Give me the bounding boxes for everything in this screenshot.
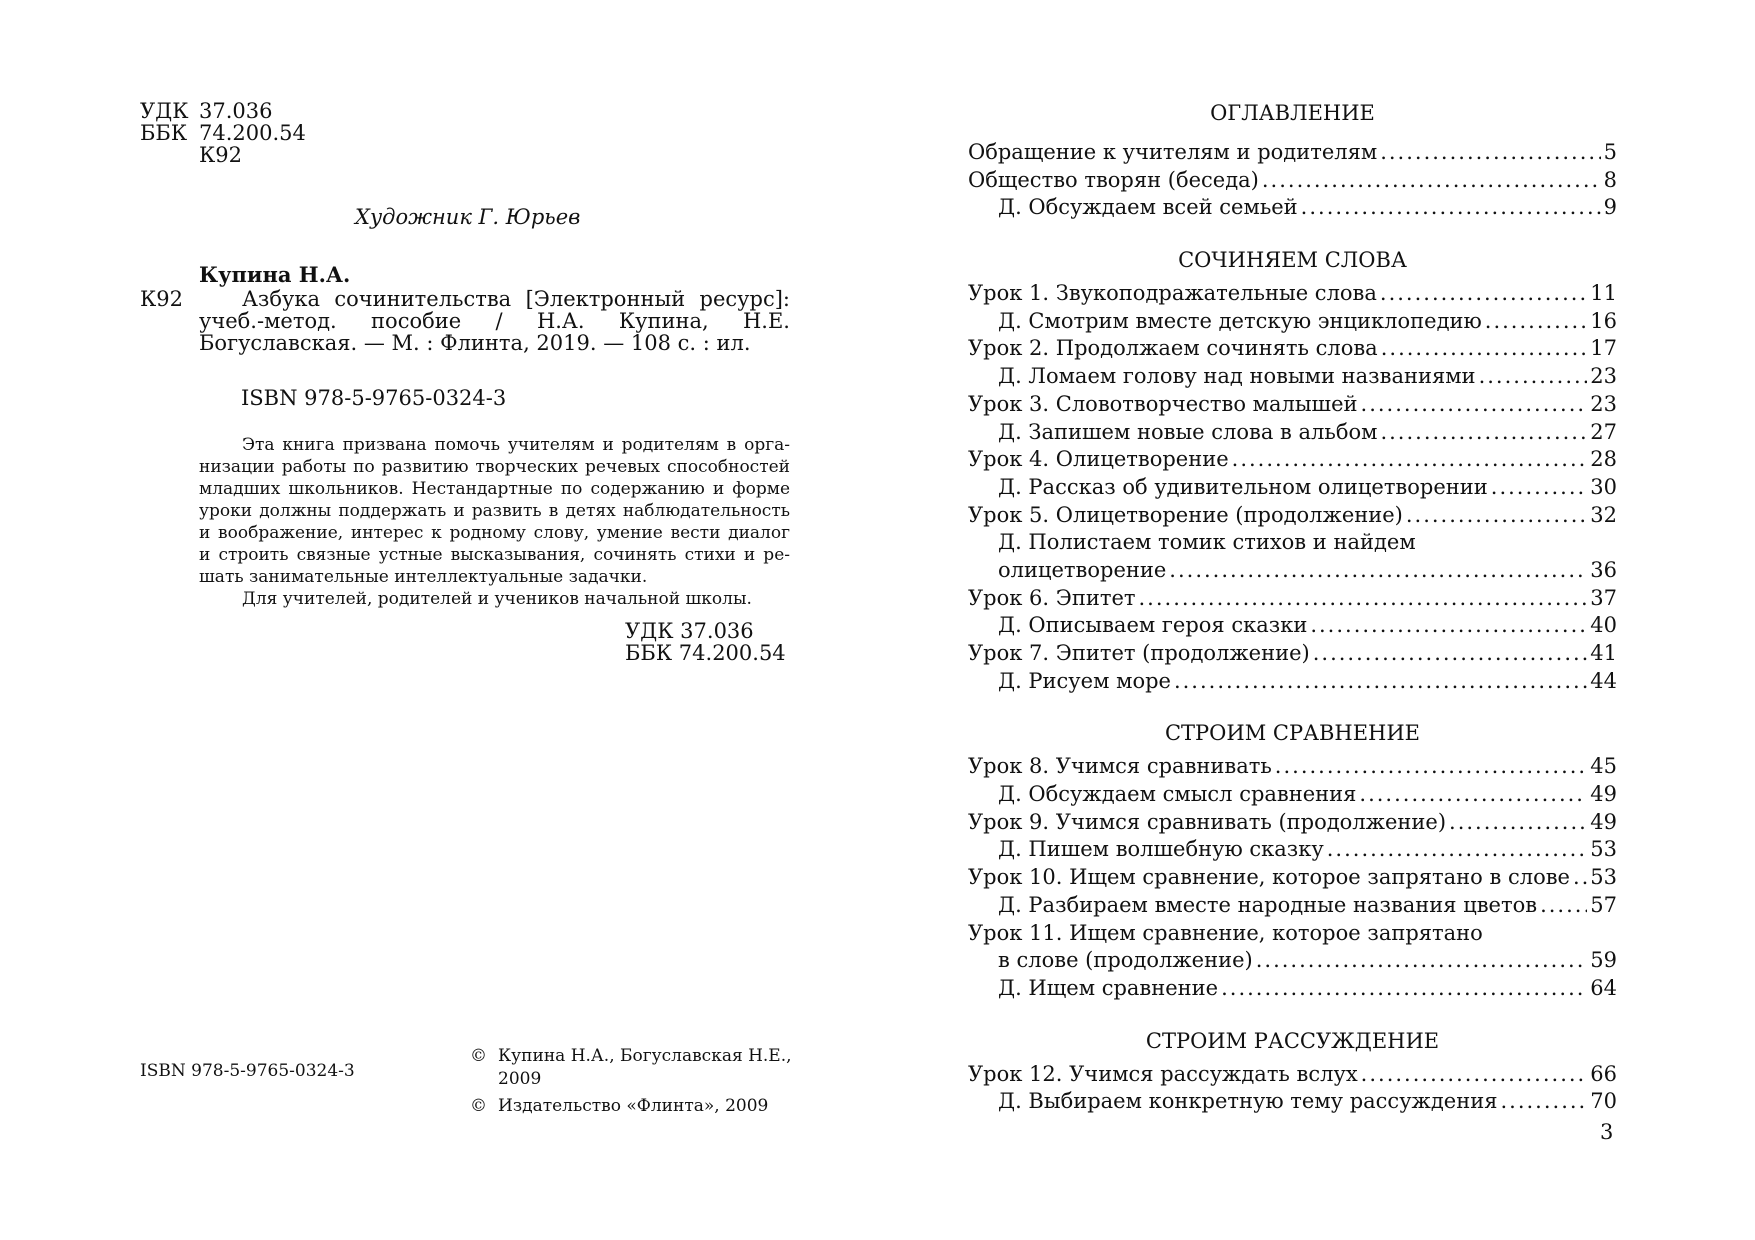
udk-bottom: УДК 37.036 [625, 619, 754, 643]
toc-entry-title: Урок 6. Эпитет [968, 585, 1136, 610]
bib-line-3: Богуславская. — М. : Флинта, 2019. — 108 с. : ил. [199, 331, 751, 355]
toc-entry-page: 57 [1590, 892, 1617, 917]
toc-entry-page: 70 [1590, 1089, 1617, 1114]
section-title-reasoning: СТРОИМ РАССУЖДЕНИЕ [1145, 1028, 1440, 1053]
toc-entry-page: 49 [1590, 809, 1617, 834]
toc-entry-wrap-title: Д. Полистаем томик стихов и найдем [998, 530, 1416, 555]
section-entries [968, 585, 1617, 696]
toc-entry-title: Урок 1. Звукоподражательные слова [968, 281, 1377, 306]
page-number: 3 [1600, 1120, 1614, 1144]
toc-entry-wrap-title: Урок 11. Ищем сравнение, которое запрятано [968, 920, 1483, 945]
toc-entry-title: Д. Пишем волшебную сказку [998, 837, 1324, 862]
toc-entry-title: Урок 10. Ищем сравнение, которое запрятано в слове [968, 865, 1570, 890]
table-of-contents [968, 93, 1617, 1116]
toc-entry-title: Урок 12. Учимся рассуждать вслух [968, 1061, 1358, 1086]
toc-entry[interactable] [968, 419, 1617, 447]
artist-credit: Художник Г. Юрьев [355, 205, 581, 229]
toc-entry[interactable] [968, 1061, 1617, 1089]
toc-entry[interactable] [968, 363, 1617, 391]
toc-entry[interactable] [968, 308, 1617, 336]
toc-entry-page: 36 [1590, 557, 1617, 582]
side-mark: К92 [140, 287, 183, 311]
toc-entry[interactable] [968, 502, 1617, 530]
annotation-line-1: Эта книга призвана помочь учителям и родителям в орга- [242, 435, 790, 455]
section-entries [968, 1061, 1617, 1116]
toc-entry-title: Д. Рисуем море [998, 668, 1171, 693]
author-mark: К92 [199, 143, 242, 167]
toc-entry-page: 53 [1590, 837, 1617, 862]
section-title-words: СОЧИНЯЕМ СЛОВА [1178, 248, 1407, 273]
bbk-value: 74.200.54 [199, 121, 306, 145]
toc-entry-page: 11 [1590, 281, 1617, 306]
toc-entry-page: 40 [1590, 613, 1617, 638]
toc-entry-page: 37 [1590, 585, 1617, 610]
toc-entry-title: Д. Обсуждаем смысл сравнения [998, 782, 1357, 807]
toc-entry-title: Д. Запишем новые слова в альбом [998, 419, 1378, 444]
copyright-block [470, 1045, 792, 1118]
toc-entry[interactable] [968, 474, 1617, 502]
copyright-authors: Купина Н.А., Богуславская Н.Е., [498, 1046, 792, 1066]
toc-entry-page: 32 [1590, 502, 1617, 527]
toc-entry-title: Обращение к учителям и родителям [968, 140, 1378, 164]
bbk-bottom: ББК 74.200.54 [625, 641, 786, 665]
copyright-symbol: © [470, 1096, 487, 1116]
toc-entry-page: 28 [1590, 447, 1617, 472]
bbk-label: ББК [140, 121, 188, 145]
annotation-line-7: шать занимательные интеллектуальные задачки. [199, 567, 648, 587]
toc-entry-title: Д. Ломаем голову над новыми названиями [998, 364, 1476, 389]
section-entries [968, 753, 1617, 919]
toc-entry-page: 41 [1590, 641, 1617, 665]
toc-entry-page: 23 [1590, 391, 1617, 416]
toc-entry-title: Д. Обсуждаем всей семьей [998, 195, 1298, 220]
author-name: Купина Н.А. [199, 262, 351, 287]
bottom-codes [625, 620, 786, 664]
toc-entry[interactable] [968, 335, 1617, 363]
toc-entry-title: Урок 2. Продолжаем сочинять слова [968, 336, 1378, 361]
toc-entry-page: 59 [1590, 948, 1617, 973]
toc-entry-page: 8 [1603, 167, 1617, 192]
toc-entry-title: Д. Смотрим вместе детскую энциклопедию [998, 308, 1482, 333]
audience-line: Для учителей, родителей и учеников начальной школы. [242, 589, 752, 609]
toc-title: ОГЛАВЛЕНИЕ [1210, 101, 1375, 125]
toc-entry-page: 16 [1590, 308, 1617, 333]
annotation-line-3: младших школьников. Нестандартные по содержанию и форме [199, 479, 790, 499]
toc-entry[interactable] [968, 391, 1617, 419]
toc-entry-page: 45 [1590, 754, 1617, 779]
toc-entry[interactable] [968, 975, 1617, 1003]
toc-entry-title: Урок 4. Олицетворение [968, 447, 1229, 472]
toc-entry-title: Урок 5. Олицетворение (продолжение) [968, 502, 1403, 527]
bib-line-2: учеб.-метод. пособие / Н.А. Купина, Н.Е. [199, 309, 790, 333]
toc-entry-page: 53 [1590, 865, 1617, 890]
toc-intro-list [968, 139, 1617, 222]
toc-entry[interactable] [968, 280, 1617, 308]
toc-entry-title: Урок 7. Эпитет (продолжение) [968, 641, 1310, 665]
copyright-publisher: Издательство «Флинта», 2009 [498, 1096, 769, 1116]
toc-entry-title: Урок 9. Учимся сравнивать (продолжение) [968, 809, 1447, 834]
toc-entry-title: Д. Рассказ об удивительном олицетворении [998, 474, 1488, 499]
annotation-line-6: и строить связные устные высказывания, сочинять стихи и ре- [199, 545, 790, 565]
isbn-main: ISBN 978-5-9765-0324-3 [241, 386, 507, 410]
toc-entry-title: Урок 8. Учимся сравнивать [968, 754, 1272, 779]
toc-entry-page: 44 [1590, 668, 1617, 693]
toc-entry[interactable] [968, 947, 1617, 975]
toc-entry-title: олицетворение [998, 557, 1167, 582]
annotation-line-2: низации работы по развитию творческих речевых способностей [199, 457, 790, 477]
toc-entry[interactable] [968, 836, 1617, 864]
annotation-line-5: и воображение, интерес к родному слову, умение вести диалог [199, 523, 790, 543]
toc-entry-page: 5 [1603, 140, 1617, 164]
toc-entry[interactable] [968, 612, 1617, 640]
toc-entry-page: 23 [1590, 364, 1617, 389]
toc-entry[interactable] [968, 1088, 1617, 1116]
copyright-year: 2009 [498, 1069, 542, 1089]
toc-entry[interactable] [968, 892, 1617, 920]
toc-entry[interactable] [968, 557, 1617, 585]
toc-entry[interactable] [968, 446, 1617, 474]
toc-entry[interactable] [968, 753, 1617, 781]
section-entries [968, 280, 1617, 529]
section-title-comparison: СТРОИМ СРАВНЕНИЕ [1164, 721, 1421, 746]
toc-entry[interactable] [968, 194, 1617, 222]
toc-entry-page: 27 [1590, 419, 1617, 444]
toc-entry-page: 64 [1590, 975, 1617, 1000]
toc-entry[interactable] [968, 781, 1617, 809]
toc-entry-title: Д. Разбираем вместе народные названия цветов [998, 892, 1538, 917]
annotation-line-4: уроки должны поддержать и развить в детях наблюдательность [199, 501, 790, 521]
udk-label: УДК [140, 99, 189, 123]
section-entries [968, 975, 1617, 1003]
toc-entry[interactable] [968, 668, 1617, 696]
toc-entry[interactable] [968, 167, 1617, 195]
toc-entry-page: 9 [1603, 195, 1617, 220]
classification-codes [140, 100, 306, 166]
toc-entry[interactable] [968, 139, 1617, 167]
bib-line-1: Азбука сочинительства [Электронный ресурс]: [242, 287, 790, 311]
isbn-bottom: ISBN 978-5-9765-0324-3 [140, 1061, 355, 1081]
toc-entry-page: 66 [1590, 1061, 1617, 1086]
toc-entry[interactable] [968, 864, 1617, 892]
toc-entry[interactable] [968, 640, 1617, 668]
udk-value: 37.036 [199, 99, 273, 123]
toc-entry-page: 17 [1590, 336, 1617, 361]
toc-entry-title: Д. Ищем сравнение [998, 975, 1219, 1000]
copyright-symbol: © [470, 1046, 487, 1066]
toc-entry-page: 49 [1590, 782, 1617, 807]
bibliographic-record [199, 288, 790, 354]
toc-entry-page: 30 [1590, 474, 1617, 499]
toc-entry-title: Урок 3. Словотворчество малышей [968, 391, 1358, 416]
annotation [199, 434, 790, 610]
toc-entry-title: Д. Описываем героя сказки [998, 613, 1308, 638]
toc-entry[interactable] [968, 809, 1617, 837]
toc-entry[interactable] [968, 585, 1617, 613]
toc-entry-title: Общество творян (беседа) [968, 167, 1259, 192]
toc-entry-title: в слове (продолжение) [998, 948, 1253, 973]
toc-entry-title: Д. Выбираем конкретную тему рассуждения [998, 1089, 1498, 1114]
